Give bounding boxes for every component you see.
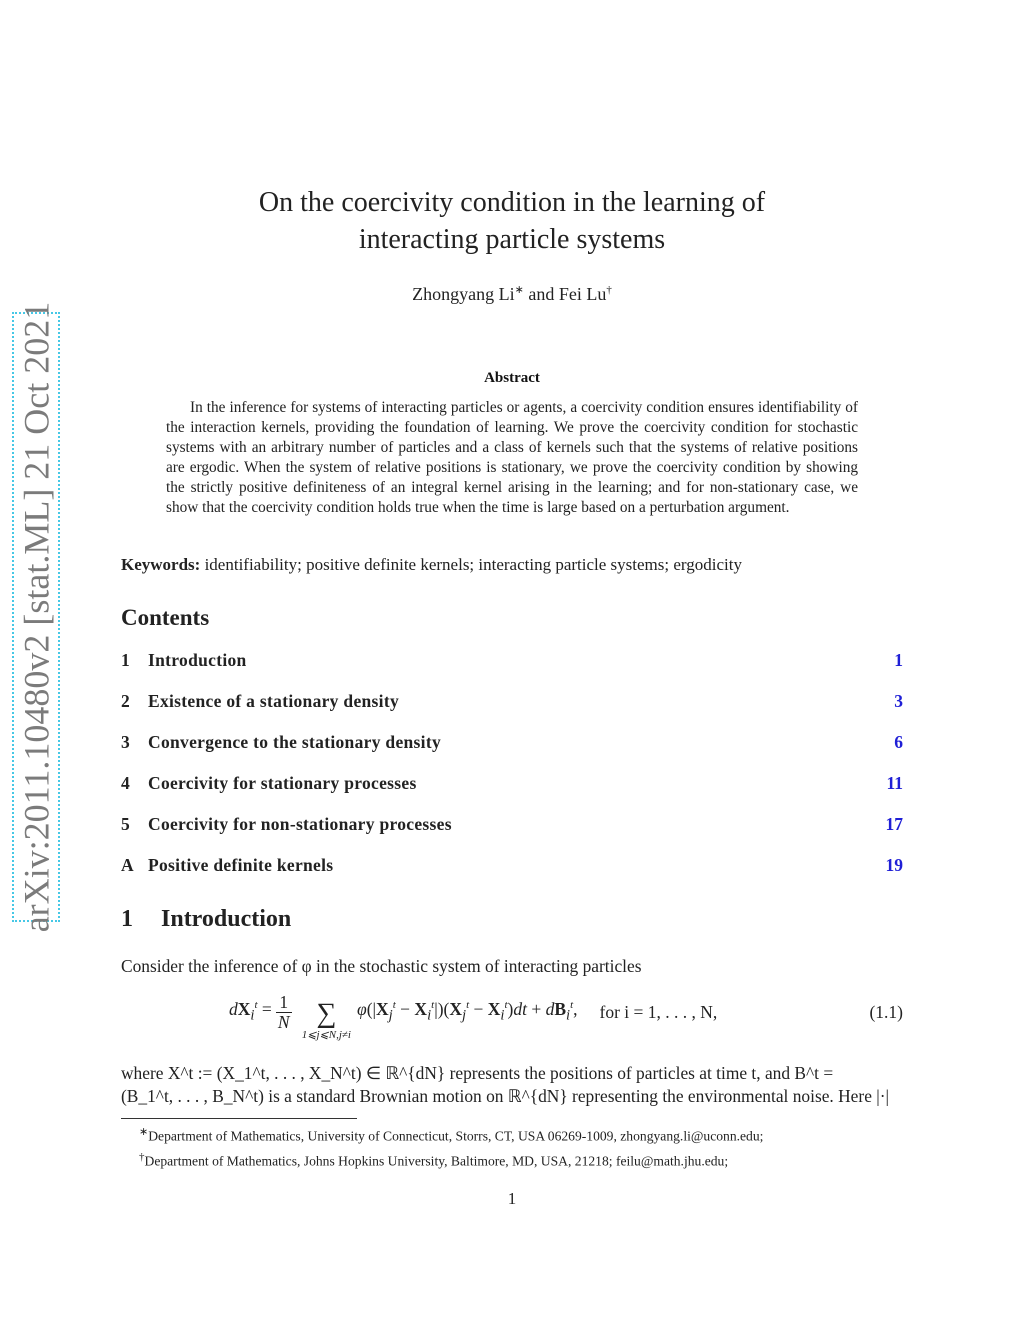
equation-1-1 bbox=[121, 990, 903, 1042]
footnote-1-text: Department of Mathematics, University of Connecticut, Storrs, CT, USA 06269-1009, zhongyang.li@uconn.edu; bbox=[148, 1128, 764, 1144]
toc-entry-label[interactable]: Existence of a stationary density bbox=[148, 691, 399, 711]
toc-entry-label[interactable]: Convergence to the stationary density bbox=[148, 732, 442, 752]
equation-body: $dX_i^t$ = $\frac{1}{N}$ ∑ 1⩽j⩽N,j≠i $\varphi(|X_j^t - X_i^t|)(X_j^t - X_i^t)dt + dB_i^t$, for i = 1, . . . , N, bbox=[229, 991, 718, 1041]
author-1-mark: ∗ bbox=[514, 284, 524, 296]
footnotes bbox=[139, 1122, 763, 1171]
footnote-1 bbox=[139, 1122, 763, 1147]
toc-entry-label[interactable]: Coercivity for stationary processes bbox=[148, 773, 417, 793]
toc-entry[interactable] bbox=[121, 691, 903, 732]
toc-entry-label[interactable]: Introduction bbox=[148, 650, 247, 670]
equation-condition: for i = 1, . . . , N, bbox=[599, 1001, 718, 1022]
toc-entry-number: 5 bbox=[121, 814, 130, 834]
toc-entry[interactable] bbox=[121, 773, 903, 814]
footnote-2 bbox=[139, 1147, 763, 1172]
arxiv-identifier-box bbox=[12, 301, 60, 933]
table-of-contents bbox=[121, 650, 903, 896]
equation-number: (1.1) bbox=[869, 1002, 903, 1022]
toc-entry[interactable] bbox=[121, 650, 903, 691]
toc-entry-label[interactable]: Coercivity for non-stationary processes bbox=[148, 814, 452, 834]
paper-title bbox=[150, 184, 874, 258]
section-title: Introduction bbox=[161, 906, 292, 932]
toc-entry-page-link[interactable]: 11 bbox=[886, 773, 903, 793]
toc-entry-page-link[interactable]: 6 bbox=[894, 732, 903, 752]
equation-fraction: $\frac{1}{N}$ bbox=[276, 993, 292, 1032]
section-number: 1 bbox=[121, 906, 133, 932]
author-1: Zhongyang Li bbox=[412, 284, 515, 304]
keywords-label: Keywords: bbox=[121, 555, 201, 574]
authors bbox=[150, 283, 874, 305]
toc-entry-page-link[interactable]: 1 bbox=[894, 650, 903, 670]
contents-heading: Contents bbox=[121, 605, 210, 630]
toc-entry-page-link[interactable]: 3 bbox=[894, 691, 903, 711]
toc-entry[interactable] bbox=[121, 814, 903, 855]
author-2-mark: † bbox=[606, 284, 612, 296]
authors-and: and bbox=[528, 284, 555, 304]
abstract-heading: Abstract bbox=[484, 370, 540, 386]
keywords-text: identifiability; positive definite kernels; interacting particle systems; ergodicity bbox=[204, 555, 742, 574]
toc-entry-number: 2 bbox=[121, 691, 130, 711]
arxiv-identifier: arXiv:2011.10480v2 [stat.ML] 21 Oct 2021 bbox=[16, 301, 56, 933]
toc-entry-page-link[interactable]: 17 bbox=[885, 814, 903, 834]
summation-sign: ∑ 1⩽j⩽N,j≠i bbox=[301, 997, 351, 1041]
section-heading bbox=[121, 906, 291, 933]
page-number: 1 bbox=[507, 1189, 517, 1208]
intro-sentence: Consider the inference of φ in the stochastic system of interacting particles bbox=[121, 956, 642, 976]
summation-subscript: 1⩽j⩽N,j≠i bbox=[301, 1028, 351, 1041]
author-2: Fei Lu bbox=[558, 284, 607, 304]
toc-entry-page-link[interactable]: 19 bbox=[885, 855, 903, 875]
toc-entry-label[interactable]: Positive definite kernels bbox=[148, 855, 334, 875]
paragraph-line-2: (B_1^t, . . . , B_N^t) is a standard Brownian motion on ℝ^{dN} representing the environmental noise. Here |·| bbox=[121, 1086, 890, 1106]
toc-entry-number: 4 bbox=[121, 773, 130, 793]
abstract-text: In the inference for systems of interacting particles or agents, a coercivity condition ensures identifiability of the interaction kernels, providing the foundation of learning. We prove the coercivity condition for stochastic systems with an arbitrary number of particles and a class of kernels such that the systems of relative positions are ergodic. When the system of relative positions is stationary, we prove the coercivity condition by showing the strictly positive definiteness of an integral kernel arising in the learning; and for non-stationary case, we show that the coercivity condition holds true when the time is large based on a perturbation argument. bbox=[166, 399, 858, 516]
footnote-divider bbox=[121, 1118, 357, 1119]
toc-entry[interactable] bbox=[121, 855, 903, 896]
paragraph-line-1: where X^t := (X_1^t, . . . , X_N^t) ∈ ℝ^{dN} represents the positions of particles at time t, and B^t = bbox=[121, 1063, 834, 1083]
toc-entry-number: A bbox=[121, 855, 134, 875]
keywords bbox=[121, 555, 903, 575]
footnote-1-mark: ∗ bbox=[139, 1126, 149, 1138]
title-line-1: On the coercivity condition in the learning of bbox=[258, 187, 766, 218]
footnote-2-text: Department of Mathematics, Johns Hopkins University, Baltimore, MD, USA, 21218; feilu@math.jhu.edu; bbox=[144, 1153, 729, 1169]
toc-entry-number: 3 bbox=[121, 732, 130, 752]
title-line-2: interacting particle systems bbox=[358, 224, 666, 255]
footnote-2-mark: † bbox=[139, 1150, 145, 1163]
toc-entry-number: 1 bbox=[121, 650, 130, 670]
toc-entry[interactable] bbox=[121, 732, 903, 773]
